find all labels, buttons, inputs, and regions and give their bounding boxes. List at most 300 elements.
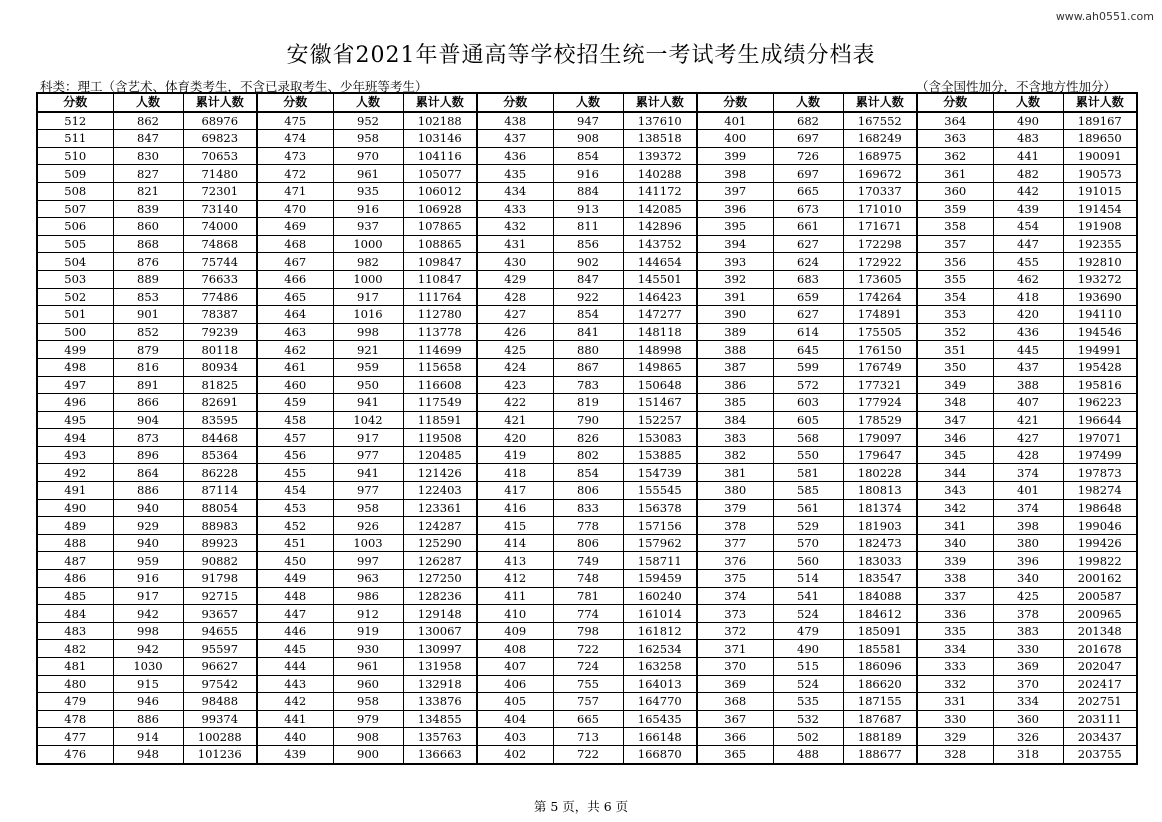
- score-cell: 449: [257, 570, 333, 588]
- score-cell: 379: [697, 499, 773, 517]
- score-cell: 342: [917, 499, 993, 517]
- count-cell: 930: [333, 640, 403, 658]
- cumulative-cell: 190091: [1063, 147, 1137, 165]
- cumulative-cell: 185581: [843, 640, 917, 658]
- cumulative-cell: 187687: [843, 710, 917, 728]
- score-cell: 421: [477, 411, 553, 429]
- count-cell: 916: [333, 200, 403, 218]
- count-cell: 862: [113, 112, 183, 130]
- score-cell: 464: [257, 306, 333, 324]
- cumulative-cell: 82691: [183, 394, 257, 412]
- cumulative-cell: 194110: [1063, 306, 1137, 324]
- cumulative-cell: 164013: [623, 675, 697, 693]
- cumulative-cell: 176749: [843, 358, 917, 376]
- score-cell: 505: [37, 235, 113, 253]
- score-cell: 439: [257, 745, 333, 763]
- cumulative-cell: 148998: [623, 341, 697, 359]
- count-cell: 624: [773, 253, 843, 271]
- table-row: [37, 130, 1137, 148]
- count-cell: 819: [553, 394, 623, 412]
- count-cell: 514: [773, 570, 843, 588]
- score-cell: 391: [697, 288, 773, 306]
- score-cell: 337: [917, 587, 993, 605]
- cumulative-cell: 179097: [843, 429, 917, 447]
- cumulative-cell: 135763: [403, 728, 477, 746]
- count-cell: 806: [553, 482, 623, 500]
- cumulative-cell: 199822: [1063, 552, 1137, 570]
- cumulative-cell: 171010: [843, 200, 917, 218]
- cumulative-cell: 117549: [403, 394, 477, 412]
- count-cell: 935: [333, 182, 403, 200]
- cumulative-cell: 186096: [843, 658, 917, 676]
- score-cell: 372: [697, 622, 773, 640]
- score-cell: 368: [697, 693, 773, 711]
- score-cell: 489: [37, 517, 113, 535]
- header-count: 人数: [553, 93, 623, 112]
- count-cell: 821: [113, 182, 183, 200]
- cumulative-cell: 149865: [623, 358, 697, 376]
- score-cell: 349: [917, 376, 993, 394]
- cumulative-cell: 74868: [183, 235, 257, 253]
- count-cell: 912: [333, 605, 403, 623]
- count-cell: 318: [993, 745, 1063, 763]
- table-row: [37, 306, 1137, 324]
- header-cumulative: 累计人数: [623, 93, 697, 112]
- cumulative-cell: 195816: [1063, 376, 1137, 394]
- cumulative-cell: 93657: [183, 605, 257, 623]
- cumulative-cell: 191454: [1063, 200, 1137, 218]
- cumulative-cell: 202751: [1063, 693, 1137, 711]
- score-cell: 510: [37, 147, 113, 165]
- count-cell: 970: [333, 147, 403, 165]
- count-cell: 986: [333, 587, 403, 605]
- score-cell: 407: [477, 658, 553, 676]
- cumulative-cell: 134855: [403, 710, 477, 728]
- cumulative-cell: 130067: [403, 622, 477, 640]
- cumulative-cell: 194546: [1063, 323, 1137, 341]
- score-cell: 348: [917, 394, 993, 412]
- cumulative-cell: 157156: [623, 517, 697, 535]
- count-cell: 614: [773, 323, 843, 341]
- count-cell: 661: [773, 218, 843, 236]
- score-cell: 471: [257, 182, 333, 200]
- cumulative-cell: 132918: [403, 675, 477, 693]
- cumulative-cell: 174891: [843, 306, 917, 324]
- header-count: 人数: [993, 93, 1063, 112]
- score-cell: 329: [917, 728, 993, 746]
- cumulative-cell: 200587: [1063, 587, 1137, 605]
- count-cell: 388: [993, 376, 1063, 394]
- score-cell: 416: [477, 499, 553, 517]
- score-cell: 440: [257, 728, 333, 746]
- count-cell: 502: [773, 728, 843, 746]
- table-row: [37, 710, 1137, 728]
- score-cell: 447: [257, 605, 333, 623]
- count-cell: 982: [333, 253, 403, 271]
- cumulative-cell: 202047: [1063, 658, 1137, 676]
- count-cell: 524: [773, 675, 843, 693]
- count-cell: 439: [993, 200, 1063, 218]
- count-cell: 921: [333, 341, 403, 359]
- cumulative-cell: 185091: [843, 622, 917, 640]
- header-count: 人数: [333, 93, 403, 112]
- cumulative-cell: 186620: [843, 675, 917, 693]
- cumulative-cell: 173605: [843, 270, 917, 288]
- count-cell: 374: [993, 464, 1063, 482]
- cumulative-cell: 125290: [403, 534, 477, 552]
- count-cell: 798: [553, 622, 623, 640]
- score-cell: 351: [917, 341, 993, 359]
- count-cell: 913: [553, 200, 623, 218]
- score-cell: 387: [697, 358, 773, 376]
- cumulative-cell: 201678: [1063, 640, 1137, 658]
- count-cell: 916: [553, 165, 623, 183]
- score-cell: 353: [917, 306, 993, 324]
- count-cell: 401: [993, 482, 1063, 500]
- cumulative-cell: 159459: [623, 570, 697, 588]
- score-cell: 487: [37, 552, 113, 570]
- score-cell: 355: [917, 270, 993, 288]
- cumulative-cell: 137610: [623, 112, 697, 130]
- score-cell: 382: [697, 446, 773, 464]
- count-cell: 959: [333, 358, 403, 376]
- header-count: 人数: [113, 93, 183, 112]
- count-cell: 940: [113, 499, 183, 517]
- score-cell: 432: [477, 218, 553, 236]
- count-cell: 437: [993, 358, 1063, 376]
- count-cell: 697: [773, 130, 843, 148]
- cumulative-cell: 71480: [183, 165, 257, 183]
- cumulative-cell: 140288: [623, 165, 697, 183]
- score-cell: 394: [697, 235, 773, 253]
- cumulative-cell: 108865: [403, 235, 477, 253]
- table-row: [37, 341, 1137, 359]
- header-score: 分数: [917, 93, 993, 112]
- score-cell: 459: [257, 394, 333, 412]
- score-cell: 376: [697, 552, 773, 570]
- score-cell: 331: [917, 693, 993, 711]
- score-cell: 371: [697, 640, 773, 658]
- cumulative-cell: 174264: [843, 288, 917, 306]
- score-cell: 473: [257, 147, 333, 165]
- cumulative-cell: 164770: [623, 693, 697, 711]
- score-cell: 504: [37, 253, 113, 271]
- cumulative-cell: 80118: [183, 341, 257, 359]
- count-cell: 570: [773, 534, 843, 552]
- score-cell: 484: [37, 605, 113, 623]
- count-cell: 659: [773, 288, 843, 306]
- score-cell: 435: [477, 165, 553, 183]
- cumulative-cell: 144654: [623, 253, 697, 271]
- score-cell: 426: [477, 323, 553, 341]
- count-cell: 873: [113, 429, 183, 447]
- count-cell: 748: [553, 570, 623, 588]
- score-cell: 430: [477, 253, 553, 271]
- count-cell: 560: [773, 552, 843, 570]
- count-cell: 369: [993, 658, 1063, 676]
- count-cell: 854: [553, 147, 623, 165]
- count-cell: 937: [333, 218, 403, 236]
- count-cell: 806: [553, 534, 623, 552]
- score-cell: 369: [697, 675, 773, 693]
- cumulative-cell: 148118: [623, 323, 697, 341]
- cumulative-cell: 73140: [183, 200, 257, 218]
- table-row: [37, 605, 1137, 623]
- count-cell: 891: [113, 376, 183, 394]
- cumulative-cell: 158711: [623, 552, 697, 570]
- table-row: [37, 235, 1137, 253]
- count-cell: 816: [113, 358, 183, 376]
- cumulative-cell: 183033: [843, 552, 917, 570]
- cumulative-cell: 202417: [1063, 675, 1137, 693]
- count-cell: 853: [113, 288, 183, 306]
- cumulative-cell: 184612: [843, 605, 917, 623]
- score-cell: 463: [257, 323, 333, 341]
- score-cell: 408: [477, 640, 553, 658]
- count-cell: 568: [773, 429, 843, 447]
- cumulative-cell: 79239: [183, 323, 257, 341]
- count-cell: 334: [993, 693, 1063, 711]
- count-cell: 919: [333, 622, 403, 640]
- count-cell: 490: [773, 640, 843, 658]
- cumulative-cell: 142085: [623, 200, 697, 218]
- count-cell: 447: [993, 235, 1063, 253]
- score-cell: 397: [697, 182, 773, 200]
- score-cell: 405: [477, 693, 553, 711]
- table-row: [37, 570, 1137, 588]
- score-cell: 467: [257, 253, 333, 271]
- count-cell: 940: [113, 534, 183, 552]
- cumulative-cell: 105077: [403, 165, 477, 183]
- count-cell: 532: [773, 710, 843, 728]
- score-cell: 496: [37, 394, 113, 412]
- cumulative-cell: 198648: [1063, 499, 1137, 517]
- table-row: [37, 358, 1137, 376]
- cumulative-cell: 177321: [843, 376, 917, 394]
- count-cell: 917: [333, 429, 403, 447]
- count-cell: 847: [553, 270, 623, 288]
- cumulative-cell: 171671: [843, 218, 917, 236]
- cumulative-cell: 101236: [183, 745, 257, 763]
- cumulative-cell: 88054: [183, 499, 257, 517]
- cumulative-cell: 196644: [1063, 411, 1137, 429]
- score-cell: 422: [477, 394, 553, 412]
- cumulative-cell: 153885: [623, 446, 697, 464]
- count-cell: 428: [993, 446, 1063, 464]
- table-row: [37, 517, 1137, 535]
- count-cell: 1003: [333, 534, 403, 552]
- count-cell: 326: [993, 728, 1063, 746]
- score-cell: 485: [37, 587, 113, 605]
- count-cell: 781: [553, 587, 623, 605]
- count-cell: 1000: [333, 235, 403, 253]
- score-cell: 478: [37, 710, 113, 728]
- score-cell: 401: [697, 112, 773, 130]
- count-cell: 535: [773, 693, 843, 711]
- count-cell: 421: [993, 411, 1063, 429]
- cumulative-cell: 197873: [1063, 464, 1137, 482]
- score-cell: 453: [257, 499, 333, 517]
- score-cell: 462: [257, 341, 333, 359]
- cumulative-cell: 200965: [1063, 605, 1137, 623]
- score-cell: 383: [697, 429, 773, 447]
- count-cell: 915: [113, 675, 183, 693]
- count-cell: 561: [773, 499, 843, 517]
- score-cell: 486: [37, 570, 113, 588]
- score-cell: 472: [257, 165, 333, 183]
- count-cell: 908: [553, 130, 623, 148]
- cumulative-cell: 119508: [403, 429, 477, 447]
- cumulative-cell: 113778: [403, 323, 477, 341]
- table-row: [37, 658, 1137, 676]
- cumulative-cell: 123361: [403, 499, 477, 517]
- score-cell: 477: [37, 728, 113, 746]
- cumulative-cell: 200162: [1063, 570, 1137, 588]
- count-cell: 889: [113, 270, 183, 288]
- score-cell: 503: [37, 270, 113, 288]
- cumulative-cell: 76633: [183, 270, 257, 288]
- count-cell: 900: [333, 745, 403, 763]
- count-cell: 524: [773, 605, 843, 623]
- score-cell: 365: [697, 745, 773, 763]
- score-cell: 456: [257, 446, 333, 464]
- score-cell: 494: [37, 429, 113, 447]
- score-cell: 357: [917, 235, 993, 253]
- score-cell: 377: [697, 534, 773, 552]
- count-cell: 360: [993, 710, 1063, 728]
- count-cell: 749: [553, 552, 623, 570]
- cumulative-cell: 175505: [843, 323, 917, 341]
- count-cell: 673: [773, 200, 843, 218]
- cumulative-cell: 95597: [183, 640, 257, 658]
- count-cell: 462: [993, 270, 1063, 288]
- header-score: 分数: [477, 93, 553, 112]
- score-cell: 455: [257, 464, 333, 482]
- score-cell: 423: [477, 376, 553, 394]
- header-score: 分数: [697, 93, 773, 112]
- cumulative-cell: 162534: [623, 640, 697, 658]
- score-cell: 475: [257, 112, 333, 130]
- count-cell: 605: [773, 411, 843, 429]
- cumulative-cell: 191015: [1063, 182, 1137, 200]
- count-cell: 868: [113, 235, 183, 253]
- cumulative-cell: 199046: [1063, 517, 1137, 535]
- score-cell: 429: [477, 270, 553, 288]
- table-row: [37, 446, 1137, 464]
- count-cell: 979: [333, 710, 403, 728]
- count-cell: 441: [993, 147, 1063, 165]
- count-cell: 550: [773, 446, 843, 464]
- score-cell: 498: [37, 358, 113, 376]
- table-row: [37, 640, 1137, 658]
- score-cell: 341: [917, 517, 993, 535]
- table-row: [37, 200, 1137, 218]
- score-cell: 333: [917, 658, 993, 676]
- cumulative-cell: 161812: [623, 622, 697, 640]
- cumulative-cell: 192355: [1063, 235, 1137, 253]
- cumulative-cell: 114699: [403, 341, 477, 359]
- count-cell: 1030: [113, 658, 183, 676]
- cumulative-cell: 70653: [183, 147, 257, 165]
- cumulative-cell: 106928: [403, 200, 477, 218]
- cumulative-cell: 141172: [623, 182, 697, 200]
- count-cell: 724: [553, 658, 623, 676]
- score-cell: 509: [37, 165, 113, 183]
- count-cell: 645: [773, 341, 843, 359]
- cumulative-cell: 139372: [623, 147, 697, 165]
- count-cell: 827: [113, 165, 183, 183]
- score-cell: 483: [37, 622, 113, 640]
- cumulative-cell: 198274: [1063, 482, 1137, 500]
- cumulative-cell: 106012: [403, 182, 477, 200]
- score-cell: 375: [697, 570, 773, 588]
- cumulative-cell: 197071: [1063, 429, 1137, 447]
- score-cell: 500: [37, 323, 113, 341]
- score-cell: 352: [917, 323, 993, 341]
- count-cell: 961: [333, 658, 403, 676]
- score-cell: 345: [917, 446, 993, 464]
- cumulative-cell: 92715: [183, 587, 257, 605]
- count-cell: 420: [993, 306, 1063, 324]
- count-cell: 866: [113, 394, 183, 412]
- cumulative-cell: 84468: [183, 429, 257, 447]
- score-cell: 476: [37, 745, 113, 763]
- score-cell: 396: [697, 200, 773, 218]
- header-cumulative: 累计人数: [843, 93, 917, 112]
- count-cell: 902: [553, 253, 623, 271]
- count-cell: 947: [553, 112, 623, 130]
- count-cell: 997: [333, 552, 403, 570]
- count-cell: 839: [113, 200, 183, 218]
- score-cell: 364: [917, 112, 993, 130]
- score-cell: 403: [477, 728, 553, 746]
- cumulative-cell: 193690: [1063, 288, 1137, 306]
- count-cell: 860: [113, 218, 183, 236]
- header-score: 分数: [257, 93, 333, 112]
- cumulative-cell: 172922: [843, 253, 917, 271]
- cumulative-cell: 72301: [183, 182, 257, 200]
- count-cell: 948: [113, 745, 183, 763]
- score-cell: 336: [917, 605, 993, 623]
- count-cell: 826: [553, 429, 623, 447]
- count-cell: 778: [553, 517, 623, 535]
- count-cell: 541: [773, 587, 843, 605]
- cumulative-cell: 152257: [623, 411, 697, 429]
- count-cell: 958: [333, 693, 403, 711]
- count-cell: 572: [773, 376, 843, 394]
- count-cell: 904: [113, 411, 183, 429]
- score-cell: 373: [697, 605, 773, 623]
- count-cell: 722: [553, 640, 623, 658]
- count-cell: 901: [113, 306, 183, 324]
- score-cell: 479: [37, 693, 113, 711]
- cumulative-cell: 104116: [403, 147, 477, 165]
- table-row: [37, 464, 1137, 482]
- score-cell: 415: [477, 517, 553, 535]
- count-cell: 998: [333, 323, 403, 341]
- score-cell: 507: [37, 200, 113, 218]
- cumulative-cell: 107865: [403, 218, 477, 236]
- cumulative-cell: 87114: [183, 482, 257, 500]
- cumulative-cell: 115658: [403, 358, 477, 376]
- cumulative-cell: 166870: [623, 745, 697, 763]
- count-cell: 867: [553, 358, 623, 376]
- table-row: [37, 552, 1137, 570]
- score-cell: 448: [257, 587, 333, 605]
- cumulative-cell: 203755: [1063, 745, 1137, 763]
- cumulative-cell: 129148: [403, 605, 477, 623]
- count-cell: 380: [993, 534, 1063, 552]
